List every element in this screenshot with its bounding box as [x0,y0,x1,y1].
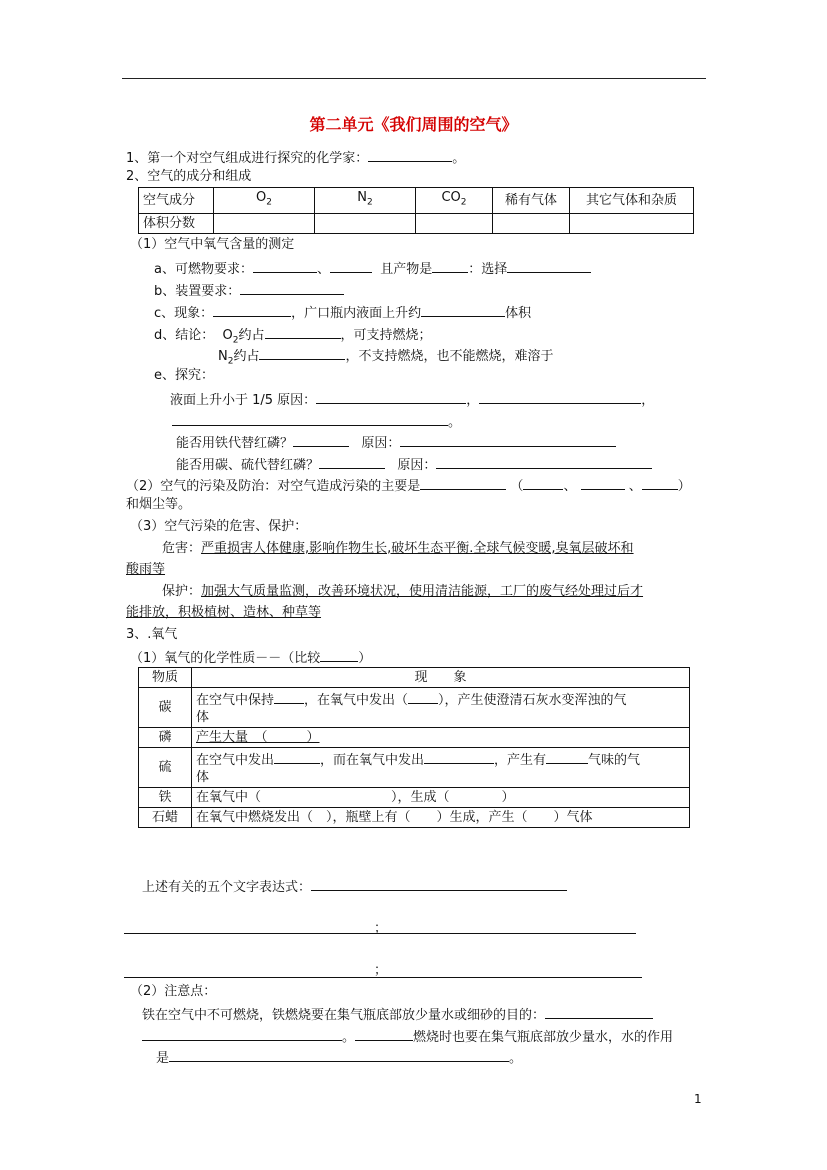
answer-blank[interactable] [479,389,641,404]
answer-blank[interactable] [420,475,506,490]
table-cell[interactable] [416,213,493,233]
composition-table [138,187,694,234]
answer-blank[interactable] [400,432,616,447]
page-title: 第二单元《我们周围的空气》 [309,115,518,134]
harm-line-1: 危害：严重损害人体健康,影响作物生长,破坏生态平衡.全球气候变暖,臭氧层破坏和 [162,541,634,556]
answer-blank[interactable] [436,454,652,469]
answer-blank[interactable] [581,475,625,490]
oxygen-properties-heading: （1）氧气的化学性质－－（比较 ） [130,647,371,668]
protect-line-1: 保护：加强大气质量监测，改善环境状况，使用清洁能源，工厂的废气经处理过后才 [162,584,644,599]
notes-line-3: 是 。 [156,1047,522,1068]
harm-line-2: 酸雨等 [126,562,166,577]
notes-line-1: 铁在空气中不可燃烧，铁燃烧要在集气瓶底部放少量水或细砂的目的： [142,1004,653,1025]
semicolon: ； [374,963,388,978]
table-row-label: 碳 [139,688,192,728]
item-c: c、现象： ，广口瓶内液面上升约 体积 [154,302,531,323]
answer-blank[interactable] [330,258,372,273]
item-e-iron: 能否用铁代替红磷？ 原因： [176,432,616,453]
header-rule [122,78,706,79]
table-cell: 在空气中保持 ，在氧气中发出（ ），产生使澄清石灰水变浑浊的气 体 [192,688,690,728]
expressions-prompt: 上述有关的五个文字表达式： [142,876,567,897]
table-cell: 在氧气中燃烧发出（ ），瓶壁上有（ ）生成，产生（ ）气体 [192,808,690,828]
answer-blank[interactable] [311,876,567,891]
item-d: d、结论： $O_2$约占 ，可支持燃烧； [154,324,432,350]
answer-blank[interactable] [355,1026,413,1041]
section-2-cont: 和烟尘等。 [126,497,192,512]
table-cell: 在氧气中（ ），生成（ ） [192,788,690,808]
answer-blank[interactable] [642,475,678,490]
table-cell[interactable] [570,213,694,233]
answer-blank[interactable] [546,749,588,764]
question-3-heading: 3、.氧气 [126,627,178,642]
answer-blank[interactable] [507,258,591,273]
table-row-label: 体积分数 [139,213,214,233]
table-header: 物质 [139,668,192,688]
section-3-heading: （3）空气污染的危害、保护： [130,519,308,534]
answer-blank[interactable] [320,647,358,662]
answer-blank[interactable] [368,147,452,162]
semicolon: ； [374,921,388,936]
oxygen-table [138,667,690,828]
item-e: e、探究： [154,368,214,383]
item-e-reason-cont: 。 [172,411,461,432]
answer-blank[interactable] [408,689,438,704]
page-number: 1 [694,1092,702,1106]
table-cell[interactable] [493,213,570,233]
answer-blank[interactable] [274,749,320,764]
table-row-label: 石蜡 [139,808,192,828]
item-d-n2: $N_2$约占 ，不支持燃烧，也不能燃烧，难溶于 [218,345,554,371]
table-header-o2: $O_2$ [214,188,315,214]
answer-blank[interactable] [432,258,468,273]
answer-blank[interactable] [172,411,448,426]
answer-blank[interactable] [316,389,466,404]
answer-blank[interactable] [213,302,291,317]
answer-blank[interactable] [253,258,317,273]
item-e-reason: 液面上升小于 1/5 原因： ， ， [170,389,654,410]
answer-blank[interactable] [259,345,345,360]
question-1: 1、第一个对空气组成进行探究的化学家： 。 [126,147,465,168]
item-b: b、装置要求： [154,280,344,301]
table-cell: 产生大量 （ ） [192,728,690,748]
table-cell[interactable] [315,213,416,233]
table-row-label: 磷 [139,728,192,748]
table-header-other: 其它气体和杂质 [570,188,694,214]
table-header-co2: $CO_2$ [416,188,493,214]
table-header: 现 象 [192,668,690,688]
table-cell: 在空气中发出 ，而在氧气中发出 ，产生有 气味的气 体 [192,748,690,788]
answer-blank[interactable] [240,280,344,295]
table-row-label: 硫 [139,748,192,788]
answer-blank[interactable] [142,1026,342,1041]
answer-blank[interactable] [169,1047,509,1062]
answer-blank[interactable] [319,454,385,469]
answer-blank[interactable] [424,749,494,764]
item-a: a、可燃物要求： 、 且产物是 ：选择 [154,258,591,279]
answer-blank[interactable] [421,302,505,317]
answer-blank[interactable] [274,689,304,704]
answer-blank[interactable] [293,432,349,447]
section-2: （2）空气的污染及防治：对空气造成污染的主要是 （ 、 、 ） [126,475,691,496]
section-1-heading: （1）空气中氧气含量的测定 [130,237,295,252]
notes-line-2: 。 燃烧时也要在集气瓶底部放少量水，水的作用 [142,1026,673,1047]
answer-blank[interactable] [265,324,341,339]
table-header-n2: $N_2$ [315,188,416,214]
item-e-carbon: 能否用碳、硫代替红磷？ 原因： [176,454,652,475]
answer-blank[interactable] [545,1004,653,1019]
protect-line-2: 能排放，积极植树、造林、种草等 [126,605,322,620]
question-2-heading: 2、空气的成分和组成 [126,169,252,184]
answer-blank[interactable] [523,475,563,490]
table-header: 空气成分 [139,188,214,214]
table-header-rare: 稀有气体 [493,188,570,214]
table-cell[interactable] [214,213,315,233]
notes-heading: （2）注意点： [130,984,217,999]
table-row-label: 铁 [139,788,192,808]
